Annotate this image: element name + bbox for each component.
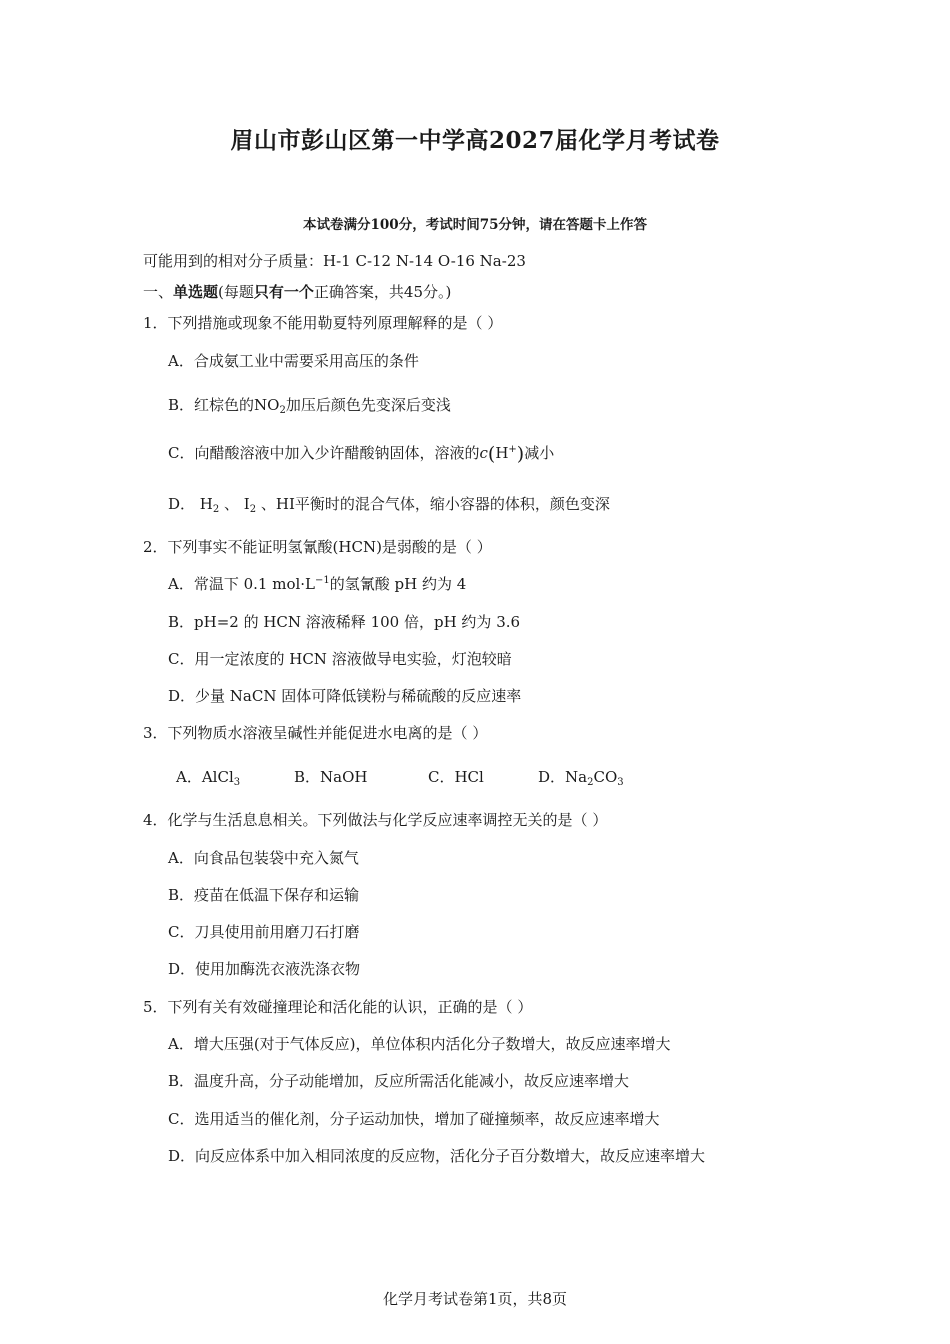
q1-stem: 1．下列措施或现象不能用勒夏特列原理解释的是（ ） <box>143 314 503 332</box>
q2-stem: 2．下列事实不能证明氢氰酸(HCN)是弱酸的是（ ） <box>143 538 492 556</box>
q3-stem: 3．下列物质水溶液呈碱性并能促进水电离的是（ ） <box>143 724 488 742</box>
q2-option-d: D．少量 NaCN 固体可降低镁粉与稀硫酸的反应速率 <box>168 687 522 705</box>
page-footer: 化学月考试卷第1页，共8页 <box>382 1290 568 1308</box>
q3-option-d: D．$Na_2CO_3$ <box>538 768 624 788</box>
q2-option-b: B．pH=2 的 HCN 溶液稀释 100 倍，pH 约为 3.6 <box>168 613 521 631</box>
q2-option-c: C．用一定浓度的 HCN 溶液做导电实验，灯泡较暗 <box>168 650 512 668</box>
q5-option-c: C．选用适当的催化剂，分子运动加快，增加了碰撞频率，故反应速率增大 <box>168 1110 660 1128</box>
exam-instructions: 本试卷满分100分，考试时间75分钟，请在答题卡上作答 <box>303 217 647 233</box>
q5-stem: 5．下列有关有效碰撞理论和活化能的认识，正确的是（ ） <box>143 998 533 1016</box>
q4-option-c: C．刀具使用前用磨刀石打磨 <box>168 923 360 941</box>
q5-option-b: B．温度升高，分子动能增加，反应所需活化能减小，故反应速率增大 <box>168 1072 630 1090</box>
q1-option-d: D． $H_2$ 、 $I_2$ 、HI平衡时的混合气体，缩小容器的体积，颜色变深 <box>168 495 610 515</box>
section-title: 单选题 <box>173 283 219 301</box>
section-note-bold: 只有一个 <box>253 283 314 301</box>
q4-option-d: D．使用加酶洗衣液洗涤衣物 <box>168 960 361 978</box>
q1-option-c: C．向醋酸溶液中加入少许醋酸钠固体，溶液的c(H+)减小 <box>168 443 555 465</box>
section-note-pre: (每题 <box>218 283 254 301</box>
q3-option-c: C．HCl <box>428 768 484 786</box>
q3-option-b: B．NaOH <box>294 768 368 786</box>
section-note-post: 正确答案，共45分。) <box>313 283 452 301</box>
q4-option-a: A．向食品包装袋中充入氮气 <box>168 849 359 867</box>
q2-option-a: A．常温下 0.1 $mol\cdot L^{-1}$的氢氰酸 pH 约为 4 <box>168 575 467 593</box>
q4-option-b: B．疫苗在低温下保存和运输 <box>168 886 360 904</box>
q3-option-a: A．AlCl$_3$ <box>176 768 241 788</box>
section-heading <box>143 281 451 302</box>
q1-option-b: B．红棕色的$NO_2$加压后颜色先变深后变浅 <box>168 396 451 416</box>
q5-option-a: A．增大压强(对于气体反应)，单位体积内活化分子数增大，故反应速率增大 <box>168 1035 671 1053</box>
section-prefix: 一、 <box>143 283 174 301</box>
relative-masses: 可能用到的相对分子质量：H-1 C-12 N-14 O-16 Na-23 <box>143 252 526 270</box>
q5-option-d: D．向反应体系中加入相同浓度的反应物，活化分子百分数增大，故反应速率增大 <box>168 1147 706 1165</box>
q4-stem: 4．化学与生活息息相关。下列做法与化学反应速率调控无关的是（ ） <box>143 811 608 829</box>
exam-title: 眉山市彭山区第一中学高2027届化学月考试卷 <box>230 127 720 154</box>
q1-option-a: A．合成氨工业中需要采用高压的条件 <box>168 352 419 370</box>
